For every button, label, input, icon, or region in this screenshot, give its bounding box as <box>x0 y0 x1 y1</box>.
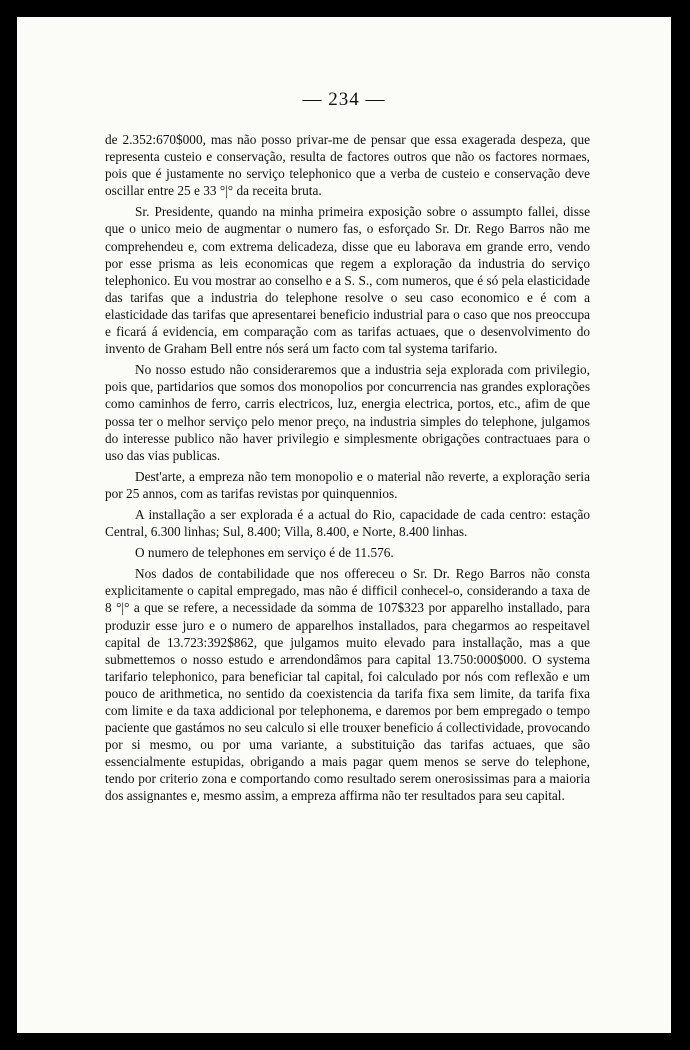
paragraph-4: Dest'arte, a empreza não tem monopolio e o material não reverte, a exploração seria por 25 annos, com as tarifas revistas por quinquennios. <box>105 468 590 501</box>
page-number: — 234 — <box>302 89 386 110</box>
page-sheet <box>17 17 671 1033</box>
paragraph-2: Sr. Presidente, quando na minha primeira exposição sobre o assumpto fallei, disse que o unico meio de augmentar o numero fas, o esforçado Sr. Dr. Rego Barros não me comprehendeu e, com extrema delicadeza, disse que eu laborava em grande erro, vendo por esse prisma as leis economicas que regem a exploração da industria do serviço telephonico. Eu vou mostrar ao conselho e a S. S., com numeros, que é só pela elasticidade das tarifas que a industria do telephone resolve o seu caso economico e é com a elasticidade das tarifas que apresentarei beneficio industrial para o caso que nos preoccupa e ficará á evidencia, em comparação com as tarifas actuaes, que o desenvolvimento do invento de Graham Bell entre nós será um facto com tal systema tarifario. <box>105 204 590 357</box>
paragraph-6: O numero de telephones em serviço é de 11.576. <box>135 545 394 561</box>
paragraph-7: Nos dados de contabilidade que nos offereceu o Sr. Dr. Rego Barros não consta explicitamente o capital empregado, mas não é difficil conhecel-o, considerando a taxa de 8 °|° a que se refere, a necessidade da somma de 107$323 por apparelho installado, para produzir esse juro e o numero de apparelhos installados, para chegarmos ao respeitavel capital de 13.723:392$862, que julgamos muito elevado para installação, mas a que submettemos o nosso estudo e arrendondâmos para capital 13.750:000$000. O systema tarifario telephonico, para beneficiar tal capital, foi calculado por nós com reflexão e um pouco de arithmetica, no sentido da coexistencia da tarifa fixa sem limite, da tarifa fixa com limite e da taxa addicional por telephonema, e daremos por bem empregado o tempo paciente que gastámos no seu calculo si elle trouxer beneficio á collectividade, provocando por si mesmo, ou por uma variante, a substituição das tarifas actuaes, que são essencialmente estupidas, obrigando a mais pagar quem menos se serve do telephone, tendo por criterio zona e comportando como resultado serem onerosissimas para a maioria dos assignantes e, mesmo assim, a empreza affirma não ter resultados para seu capital. <box>105 566 590 804</box>
paragraph-5: A installação a ser explorada é a actual do Rio, capacidade de cada centro: estação Central, 6.300 linhas; Sul, 8.400; Villa, 8.400, e Norte, 8.400 linhas. <box>105 506 590 540</box>
body-text <box>105 131 590 809</box>
paragraph-3: No nosso estudo não consideraremos que a industria seja explorada com privilegio, pois que, partidarios que somos dos monopolios por concurrencia nas grandes explorações como caminhos de ferro, carris electricos, luz, energia electrica, portos, etc., afim de que possa ter o melhor serviço pelo menor preço, na industria simples do telephone, julgamos do interesse publico não haver privilegio e simplesmente obrigações contractuaes para o uso das vias publicas. <box>105 362 590 463</box>
paragraph-1: de 2.352:670$000, mas não posso privar-me de pensar que essa exagerada despeza, que representa custeio e conservação, resulta de factores outros que não os factores normaes, pois que é justamente no serviço telephonico que a verba de custeio e conservação deve oscillar entre 25 e 33 °|° da receita bruta. <box>105 132 590 199</box>
